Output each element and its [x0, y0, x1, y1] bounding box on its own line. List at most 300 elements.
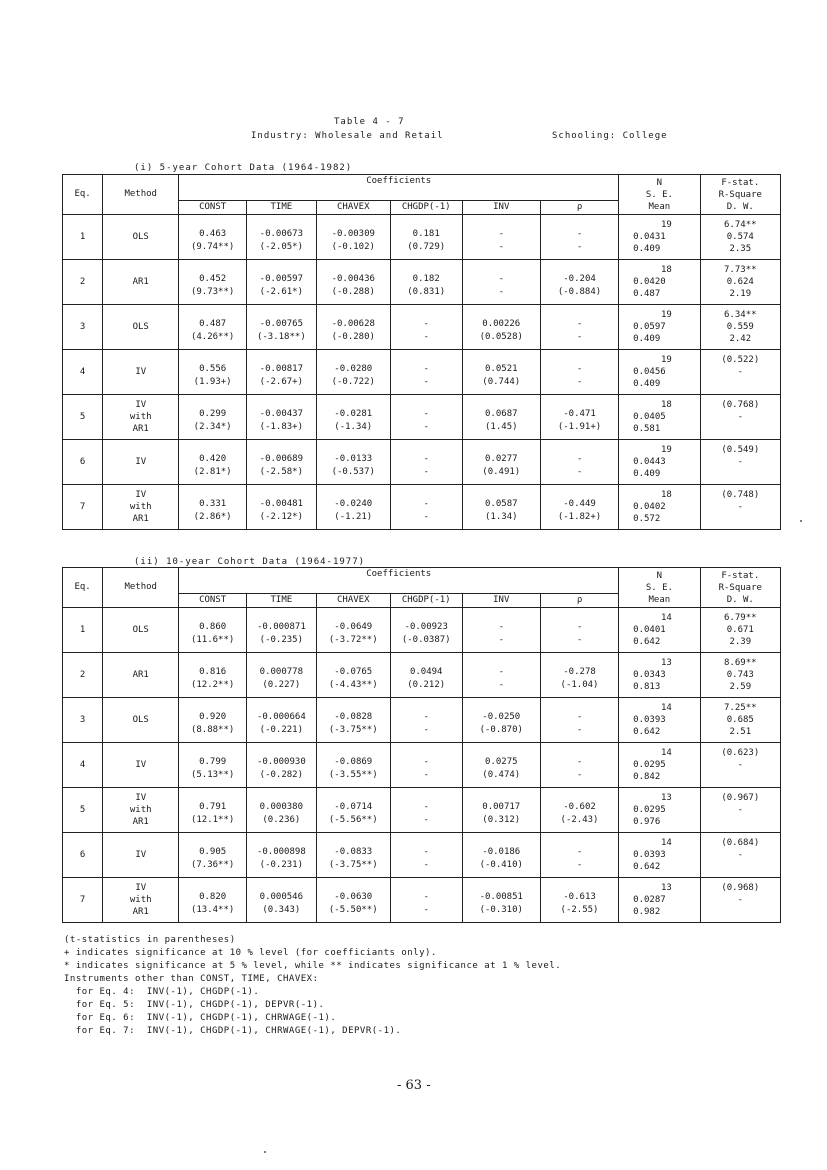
fstat-cell: [700, 440, 780, 485]
coef-value: -0.00765: [259, 319, 304, 329]
method-label: IV: [135, 490, 147, 500]
t-stat: (-1.91+): [557, 422, 602, 432]
t-stat: (-3.75**): [328, 725, 378, 735]
eq-number: 7: [63, 878, 103, 923]
table-row: [63, 350, 781, 395]
t-stat: -: [498, 680, 504, 690]
coef-cell-chavex: [316, 788, 390, 833]
header-label: N: [656, 177, 663, 188]
coef-cell-const: [179, 788, 247, 833]
fstat-cell: [700, 833, 780, 878]
scan-speck: [800, 520, 802, 522]
t-stat: -: [423, 860, 429, 870]
stat-rsq: -: [737, 895, 743, 905]
fstat-cell: [700, 788, 780, 833]
coef-cell-chgdp: [390, 833, 462, 878]
coef-cell-chavex: [316, 878, 390, 923]
fstat-cell: [700, 608, 780, 653]
coef-cell-time: [246, 395, 316, 440]
n-se-mean-cell: [619, 485, 700, 530]
t-stat: -: [576, 860, 583, 870]
method-label: IV: [135, 760, 147, 770]
stat-dw: [701, 468, 780, 480]
t-stat: (12.2**): [190, 680, 235, 690]
stat-n: 14: [660, 838, 672, 848]
coef-value: -0.0250: [482, 712, 521, 722]
method-header: Method: [103, 175, 179, 215]
note-line: for Eq. 7: INV(-1), CHGDP(-1), CHRWAGE(-1), DEPVR(-1).: [64, 1026, 402, 1036]
coef-cell-chavex: [316, 215, 390, 260]
coef-value: 0.0687: [485, 409, 518, 419]
coef-cell-chavex: [316, 743, 390, 788]
stat-se: 0.0295: [633, 760, 666, 770]
fstat-cell: [700, 743, 780, 788]
eq-number: 7: [63, 485, 103, 530]
stat-se: 0.0431: [633, 232, 666, 242]
coef-cell-const: [179, 608, 247, 653]
coef-value: -0.0765: [334, 667, 373, 677]
t-stat: (7.36**): [190, 860, 235, 870]
table-row: [63, 395, 781, 440]
stat-rsq: -: [737, 367, 743, 377]
stat-rsq: 0.624: [726, 277, 754, 287]
table-title: Table 4 - 7: [334, 117, 405, 127]
method-header: Method: [103, 568, 179, 608]
t-stat: (-0.280): [331, 332, 375, 342]
stat-n: 14: [660, 748, 672, 758]
table-row: [63, 485, 781, 530]
stat-fstat: (0.748): [721, 490, 760, 500]
stat-n: 18: [660, 490, 672, 500]
stat-dw: [701, 816, 780, 828]
coef-value: -: [423, 712, 429, 722]
header-label: N: [656, 570, 663, 581]
header-label: Mean: [648, 594, 671, 605]
coef-value: -0.00673: [259, 229, 304, 239]
stat-fstat: 8.69**: [724, 658, 757, 668]
coef-cell-const: [179, 440, 247, 485]
coef-value: -: [576, 319, 583, 329]
coef-value: -: [498, 229, 504, 239]
stat-dw: 2.59: [729, 682, 752, 692]
coef-cell-const: [179, 833, 247, 878]
col-header-rho: ρ: [540, 201, 618, 215]
coef-value: -0.000898: [256, 847, 306, 857]
method-label: IV: [135, 850, 147, 860]
stat-fstat: (0.522): [721, 355, 760, 365]
coef-value: -0.0133: [334, 454, 373, 464]
coef-value: -0.00817: [259, 364, 304, 374]
t-stat: (9.73**): [190, 287, 235, 297]
stat-n: 18: [660, 400, 672, 410]
coef-value: 0.0494: [409, 667, 443, 677]
coef-cell-rho: [540, 608, 618, 653]
stat-fstat: (0.623): [721, 748, 760, 758]
coef-cell-time: [246, 698, 316, 743]
t-stat: (0.744): [482, 377, 521, 387]
coef-cell-inv: [462, 350, 540, 395]
coef-cell-time: [246, 215, 316, 260]
coef-cell-rho: [540, 698, 618, 743]
coef-cell-chgdp: [390, 440, 462, 485]
stat-dw: 2.35: [729, 244, 752, 254]
stat-se: 0.0393: [633, 715, 666, 725]
t-stat: (1.45): [485, 422, 518, 432]
method-label: AR1: [132, 907, 149, 917]
method-cell: [103, 878, 179, 923]
stat-mean: 0.982: [633, 907, 661, 917]
stat-mean: 0.642: [633, 727, 661, 737]
t-stat: -: [423, 512, 429, 522]
n-se-mean-cell: [619, 350, 700, 395]
stat-n: 13: [660, 883, 672, 893]
fstat-cell: [700, 305, 780, 350]
t-stat: (2.86*): [193, 512, 232, 522]
n-se-mean-cell: [619, 260, 700, 305]
stat-dw: [701, 423, 780, 435]
fstat-header: [700, 175, 780, 215]
coef-value: 0.0587: [485, 499, 518, 509]
coef-value: -: [576, 454, 583, 464]
coef-cell-time: [246, 440, 316, 485]
coef-value: -0.0714: [334, 802, 373, 812]
coef-cell-inv: [462, 395, 540, 440]
note-line: for Eq. 6: INV(-1), CHGDP(-1), CHRWAGE(-1).: [64, 1013, 337, 1023]
coef-value: -0.0281: [334, 409, 373, 419]
stat-mean: 0.409: [633, 334, 661, 344]
eq-number: 6: [63, 833, 103, 878]
t-stat: (-2.05*): [259, 242, 304, 252]
eq-number: 5: [63, 395, 103, 440]
coef-value: -0.000871: [256, 622, 306, 632]
stat-rsq: 0.574: [726, 232, 754, 242]
t-stat: (1.93+): [193, 377, 232, 387]
coef-cell-const: [179, 260, 247, 305]
coef-cell-chavex: [316, 395, 390, 440]
n-se-mean-cell: [619, 653, 700, 698]
stat-fstat: 6.74**: [724, 220, 757, 230]
coef-cell-const: [179, 878, 247, 923]
stat-n: 13: [660, 793, 672, 803]
coef-cell-rho: [540, 260, 618, 305]
method-label: OLS: [132, 322, 149, 332]
coef-cell-chavex: [316, 608, 390, 653]
coef-cell-time: [246, 788, 316, 833]
method-cell: [103, 788, 179, 833]
t-stat: -: [576, 635, 583, 645]
stat-n: 13: [660, 658, 672, 668]
method-label: IV: [135, 883, 147, 893]
header-label: D. W.: [726, 201, 754, 212]
coef-cell-inv: [462, 833, 540, 878]
t-stat: (-0.884): [557, 287, 602, 297]
coef-value: -: [423, 409, 429, 419]
stat-se: 0.0402: [633, 502, 666, 512]
coef-cell-chavex: [316, 440, 390, 485]
stat-n: 18: [660, 265, 672, 275]
coef-value: -0.0833: [334, 847, 373, 857]
coef-cell-chgdp: [390, 305, 462, 350]
n-se-mean-header: [619, 568, 700, 608]
t-stat: (-0.537): [331, 467, 375, 477]
method-label: IV: [135, 793, 147, 803]
coef-value: 0.0275: [485, 757, 518, 767]
stat-se: 0.0405: [633, 412, 666, 422]
coef-cell-inv: [462, 485, 540, 530]
table-row: [63, 698, 781, 743]
header-label: Mean: [648, 201, 671, 212]
stat-se: 0.0597: [633, 322, 666, 332]
method-cell: [103, 395, 179, 440]
n-se-mean-cell: [619, 788, 700, 833]
t-stat: (-0.231): [259, 860, 304, 870]
fstat-cell: [700, 878, 780, 923]
coef-value: 0.000380: [259, 802, 304, 812]
coef-value: -0.000930: [256, 757, 306, 767]
eq-number: 1: [63, 215, 103, 260]
coef-value: -: [423, 364, 429, 374]
coef-cell-time: [246, 485, 316, 530]
stat-rsq: 0.743: [726, 670, 754, 680]
stat-dw: 2.19: [729, 289, 752, 299]
stat-mean: 0.409: [633, 379, 661, 389]
header-label: S. E.: [645, 189, 673, 200]
stat-mean: 0.409: [633, 469, 661, 479]
t-stat: -: [423, 725, 429, 735]
stat-mean: 0.642: [633, 637, 661, 647]
t-stat: -: [423, 770, 429, 780]
coef-value: -: [576, 757, 583, 767]
method-cell: [103, 215, 179, 260]
t-stat: (0.491): [482, 467, 521, 477]
header-label: R-Square: [718, 189, 762, 200]
stat-rsq: -: [737, 412, 743, 422]
method-label: AR1: [132, 670, 149, 680]
method-label: IV: [135, 457, 147, 467]
method-label: AR1: [132, 817, 149, 827]
fstat-cell: [700, 395, 780, 440]
stat-rsq: -: [737, 805, 743, 815]
coef-cell-chgdp: [390, 653, 462, 698]
t-stat: (-0.0387): [401, 635, 451, 645]
coef-value: -0.00689: [259, 454, 304, 464]
coef-cell-time: [246, 878, 316, 923]
notes-block: [64, 934, 561, 1038]
eq-number: 6: [63, 440, 103, 485]
coef-value: -0.204: [563, 274, 596, 284]
coef-value: 0.0277: [485, 454, 518, 464]
fstat-cell: [700, 350, 780, 395]
coef-value: -: [423, 499, 429, 509]
coef-value: 0.000778: [259, 667, 304, 677]
t-stat: (-4.43**): [328, 680, 378, 690]
coef-cell-time: [246, 305, 316, 350]
coef-value: -0.00481: [259, 499, 304, 509]
method-label: with: [129, 502, 152, 512]
t-stat: -: [423, 905, 429, 915]
panel1-caption: (i) 5-year Cohort Data (1964-1982): [134, 163, 353, 173]
col-header-inv: INV: [462, 201, 540, 215]
t-stat: (9.74**): [190, 242, 235, 252]
coef-value: -: [498, 622, 504, 632]
t-stat: (11.6**): [190, 635, 235, 645]
coef-cell-const: [179, 698, 247, 743]
coef-value: -: [423, 847, 429, 857]
t-stat: (-3.18**): [256, 332, 306, 342]
stat-se: 0.0443: [633, 457, 666, 467]
coef-cell-chgdp: [390, 743, 462, 788]
header-label: F-stat.: [721, 570, 760, 581]
coef-value: 0.920: [199, 712, 227, 722]
t-stat: (-1.34): [334, 422, 373, 432]
method-cell: [103, 608, 179, 653]
t-stat: (-2.61*): [259, 287, 304, 297]
stat-fstat: (0.684): [721, 838, 760, 848]
coef-value: 0.799: [199, 757, 227, 767]
coef-cell-time: [246, 653, 316, 698]
note-line: (t-statistics in parentheses): [64, 935, 236, 945]
t-stat: (-2.58*): [259, 467, 304, 477]
eq-header: Eq.: [63, 568, 103, 608]
method-cell: [103, 833, 179, 878]
method-label: AR1: [132, 277, 149, 287]
panel1-table: [62, 174, 781, 530]
method-cell: [103, 653, 179, 698]
t-stat: (-5.50**): [328, 905, 378, 915]
t-stat: (-2.55): [560, 905, 599, 915]
stat-rsq: -: [737, 760, 743, 770]
coef-value: -: [423, 454, 429, 464]
panel2-table: [62, 567, 781, 923]
col-header-chavex: CHAVEX: [316, 201, 390, 215]
t-stat: (-5.56**): [328, 815, 378, 825]
coef-cell-rho: [540, 395, 618, 440]
fstat-cell: [700, 485, 780, 530]
coef-cell-inv: [462, 788, 540, 833]
t-stat: (-0.102): [331, 242, 375, 252]
col-header-chgdp: CHGDP(-1): [390, 594, 462, 608]
t-stat: (-0.870): [479, 725, 523, 735]
table-row: [63, 260, 781, 305]
coef-value: -0.00597: [259, 274, 304, 284]
coef-cell-chavex: [316, 305, 390, 350]
coef-cell-const: [179, 305, 247, 350]
coef-cell-const: [179, 653, 247, 698]
table-row: [63, 833, 781, 878]
coef-cell-const: [179, 485, 247, 530]
table-row: [63, 788, 781, 833]
stat-dw: [701, 906, 780, 918]
t-stat: (4.26**): [190, 332, 235, 342]
stat-rsq: -: [737, 502, 743, 512]
t-stat: (-1.82+): [557, 512, 602, 522]
t-stat: -: [576, 725, 583, 735]
header-label: F-stat.: [721, 177, 760, 188]
eq-number: 3: [63, 305, 103, 350]
n-se-mean-cell: [619, 833, 700, 878]
scan-speck: [264, 1151, 266, 1153]
stat-se: 0.0401: [633, 625, 666, 635]
n-se-mean-header: [619, 175, 700, 215]
coef-value: 0.331: [199, 499, 227, 509]
coef-value: 0.181: [412, 229, 440, 239]
coef-cell-rho: [540, 485, 618, 530]
eq-number: 4: [63, 743, 103, 788]
coef-cell-chgdp: [390, 350, 462, 395]
t-stat: -: [576, 332, 583, 342]
coef-value: -0.0828: [334, 712, 373, 722]
coef-value: 0.452: [199, 274, 227, 284]
coef-value: -: [576, 712, 583, 722]
coef-cell-rho: [540, 788, 618, 833]
col-header-const: CONST: [179, 201, 247, 215]
t-stat: (-0.235): [259, 635, 304, 645]
coef-value: -0.471: [563, 409, 596, 419]
coef-value: -0.602: [563, 802, 596, 812]
coef-value: -0.0280: [334, 364, 373, 374]
coef-cell-chgdp: [390, 608, 462, 653]
coef-cell-const: [179, 215, 247, 260]
t-stat: (0.212): [407, 680, 446, 690]
coef-cell-rho: [540, 440, 618, 485]
method-label: IV: [135, 367, 147, 377]
coef-value: -0.00436: [331, 274, 375, 284]
coef-cell-const: [179, 395, 247, 440]
stat-mean: 0.976: [633, 817, 661, 827]
stat-mean: 0.642: [633, 862, 661, 872]
coef-value: -0.278: [563, 667, 596, 677]
t-stat: (13.4**): [190, 905, 235, 915]
coef-value: 0.905: [199, 847, 227, 857]
t-stat: (0.474): [482, 770, 521, 780]
eq-number: 3: [63, 698, 103, 743]
stat-se: 0.0343: [633, 670, 666, 680]
t-stat: (-3.72**): [328, 635, 378, 645]
stat-se: 0.0287: [633, 895, 666, 905]
stat-fstat: 6.34**: [724, 310, 757, 320]
fstat-cell: [700, 698, 780, 743]
coef-value: -0.00628: [331, 319, 375, 329]
industry-label: Industry: Wholesale and Retail: [251, 131, 444, 141]
coef-value: 0.420: [199, 454, 227, 464]
coef-value: -0.00923: [404, 622, 448, 632]
table-row: [63, 743, 781, 788]
stat-fstat: (0.549): [721, 445, 760, 455]
table-row: [63, 440, 781, 485]
stat-se: 0.0393: [633, 850, 666, 860]
t-stat: (2.81*): [193, 467, 232, 477]
note-line: for Eq. 5: INV(-1), CHGDP(-1), DEPVR(-1).: [64, 1000, 325, 1010]
coef-cell-chgdp: [390, 395, 462, 440]
n-se-mean-cell: [619, 440, 700, 485]
stat-rsq: 0.559: [726, 322, 754, 332]
method-label: AR1: [132, 424, 149, 434]
coef-value: 0.299: [199, 409, 227, 419]
coef-cell-chavex: [316, 698, 390, 743]
t-stat: (0.831): [407, 287, 446, 297]
coef-value: -: [576, 622, 583, 632]
stat-se: 0.0456: [633, 367, 666, 377]
coef-value: -0.0186: [482, 847, 521, 857]
stat-dw: [701, 861, 780, 873]
header-label: S. E.: [645, 582, 673, 593]
coef-cell-inv: [462, 878, 540, 923]
coef-cell-inv: [462, 653, 540, 698]
stat-mean: 0.487: [633, 289, 661, 299]
coefficients-header: Coefficients: [179, 175, 619, 201]
note-line: + indicates significance at 10 % level (for coefficiants only).: [64, 948, 437, 958]
stat-dw: [701, 771, 780, 783]
